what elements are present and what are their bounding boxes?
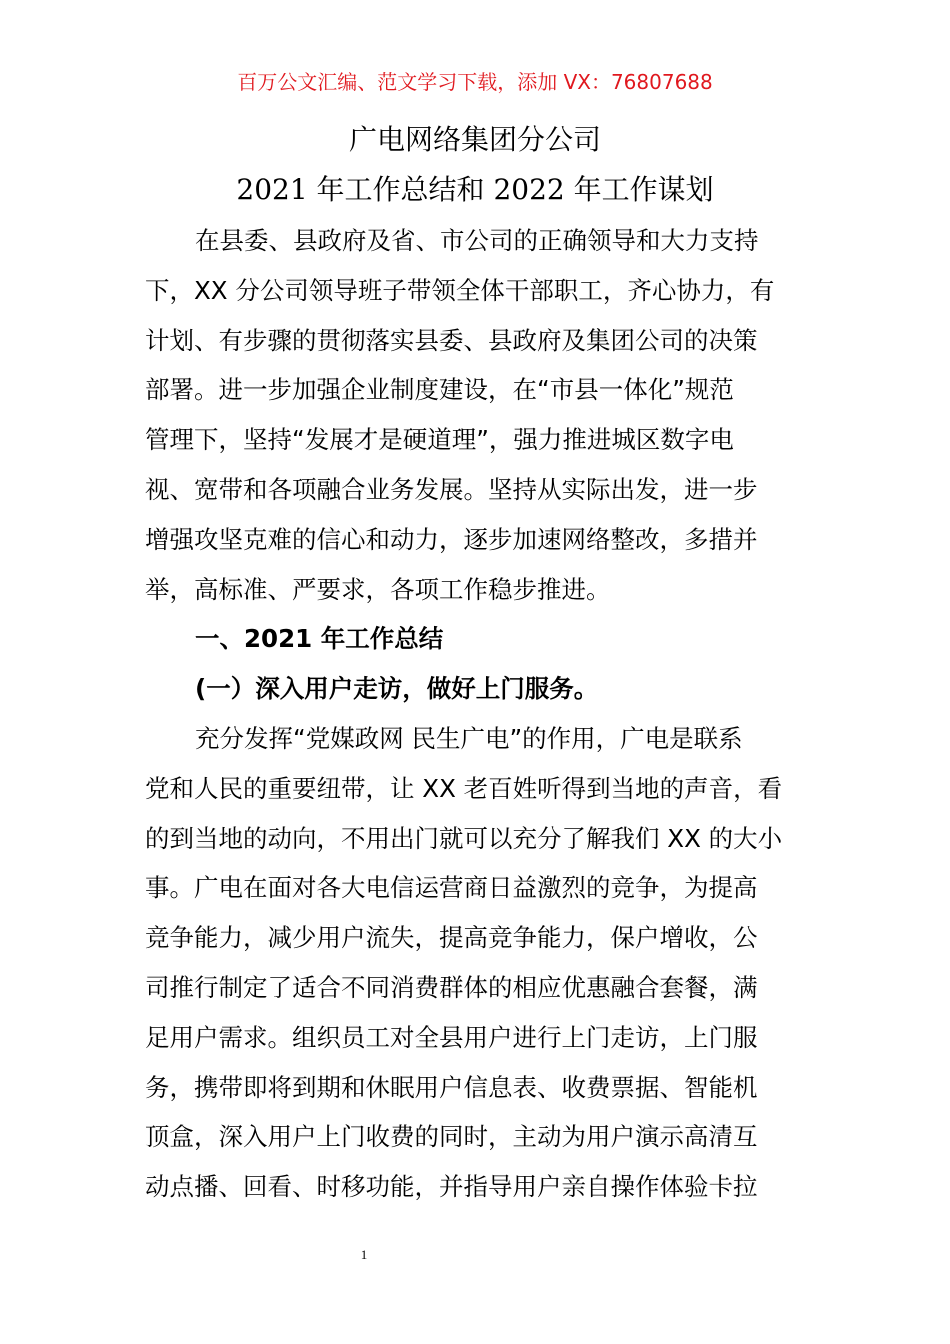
document-body [145,216,810,1212]
section-heading [145,614,810,664]
text-line: 一、2021 年工作总结 [195,624,444,654]
text-line: 足用户需求。组织员工对全县用户进行上门走访，上门服 [145,1022,758,1052]
watermark-banner: 百万公文汇编、范文学习下载，添加 VX：76807688 [237,70,713,94]
text-line: 增强攻坚克难的信心和动力，逐步加速网络整改，多措并 [145,524,758,554]
text-line: 务，携带即将到期和休眠用户信息表、收费票据、智能机 [145,1072,758,1102]
document-subtitle: 2021 年工作总结和 2022 年工作谋划 [236,173,714,206]
text-line: 计划、有步骤的贯彻落实县委、县政府及集团公司的决策 [145,325,758,355]
text-line: 在县委、县政府及省、市公司的正确领导和大力支持 [195,226,759,255]
paragraph [145,714,810,1212]
text-line: 视、宽带和各项融合业务发展。坚持从实际出发，进一步 [145,474,758,504]
text-line: 司推行制定了适合不同消费群体的相应优惠融合套餐，满 [145,972,758,1002]
text-line: 部署。进一步加强企业制度建设，在“市县一体化”规范 [145,375,734,405]
section-heading [145,664,810,714]
text-line: 事。广电在面对各大电信运营商日益激烈的竞争，为提高 [145,873,758,903]
paragraph [145,216,810,614]
text-line: 动点播、回看、时移功能，并指导用户亲自操作体验卡拉 [145,1172,758,1202]
text-line: 下，XX 分公司领导班子带领全体干部职工，齐心协力，有 [145,275,775,305]
text-line: 党和人民的重要纽带，让 XX 老百姓听得到当地的声音，看 [145,773,783,803]
document-title: 广电网络集团分公司 [348,123,601,156]
text-line: 的到当地的动向，不用出门就可以充分了解我们 XX 的大小 [145,823,783,853]
text-line: 顶盒，深入用户上门收费的同时，主动为用户演示高清互 [145,1122,758,1152]
text-line: 举，高标准、严要求，各项工作稳步推进。 [145,574,611,604]
page-number: 1 [360,1247,368,1262]
text-line: 竞争能力，减少用户流失，提高竞争能力，保户增收，公 [145,923,758,953]
text-line: 充分发挥“党媒政网 民生广电”的作用，广电是联系 [195,723,743,753]
text-line: (一）深入用户走访，做好上门服务。 [195,674,599,704]
text-line: 管理下，坚持“发展才是硬道理”，强力推进城区数字电 [145,425,734,455]
